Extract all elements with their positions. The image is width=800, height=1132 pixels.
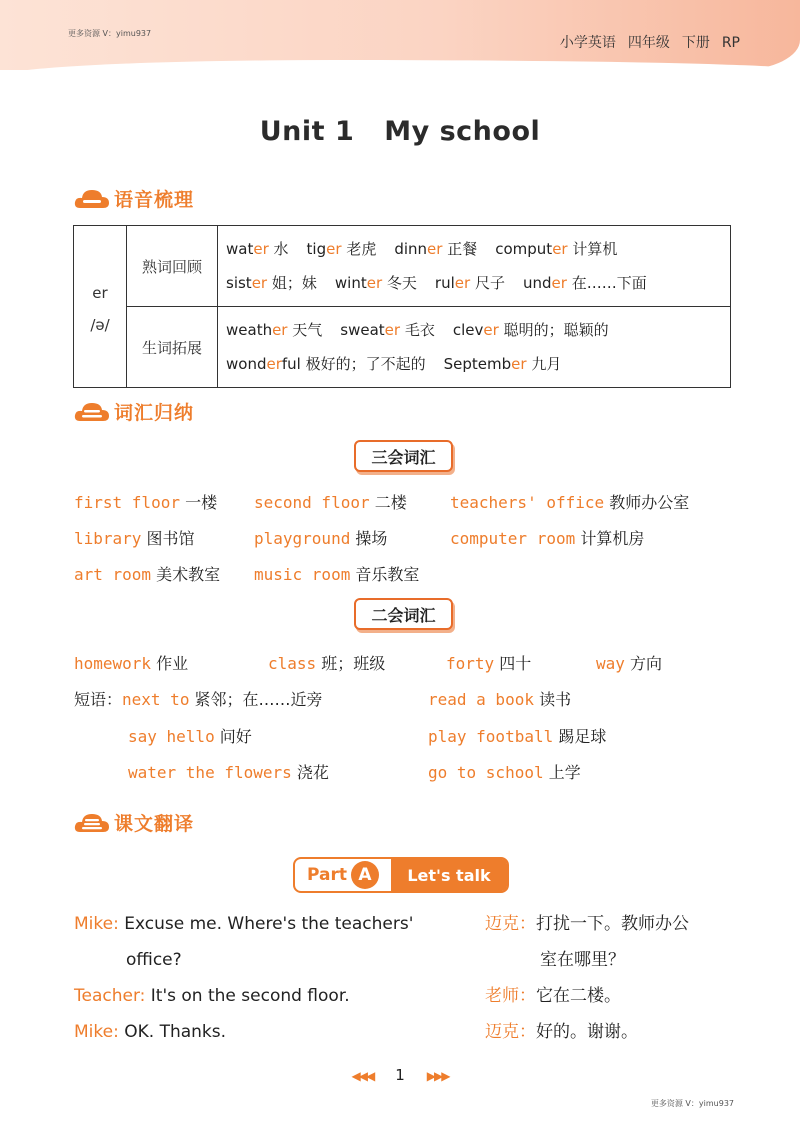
vocab3-item: first floor 一楼 <box>74 493 218 512</box>
part-a-badge <box>293 857 509 893</box>
phonics-word: ruler 尺子 <box>434 274 505 292</box>
new-label: 生词拓展 <box>141 338 202 357</box>
phrases-label: 短语： <box>74 690 123 709</box>
phonics-word: dinner 正餐 <box>394 240 478 258</box>
vocab2-item: class 班；班级 <box>268 654 386 673</box>
known-label: 熟词回顾 <box>141 257 202 276</box>
phonics-letters: er <box>92 283 108 302</box>
phrase-item: go to school 上学 <box>428 763 581 782</box>
vocab3-item: art room 美术教室 <box>74 565 221 584</box>
phonics-word: tiger 老虎 <box>306 240 377 258</box>
cloud-three-icon <box>74 810 110 834</box>
phonics-word: wonderful 极好的；了不起的 <box>226 355 426 373</box>
vocab3-item: playground 操场 <box>254 529 388 548</box>
phrase-item: read a book 读书 <box>428 690 572 709</box>
header-info <box>548 32 740 52</box>
page-number-bar <box>0 1066 800 1084</box>
known-label-cell <box>127 226 218 307</box>
vocab2-item: homework 作业 <box>74 654 189 673</box>
cloud-one-icon <box>74 186 110 210</box>
phonics-word: water 水 <box>226 240 289 258</box>
cloud-two-icon <box>74 399 110 423</box>
header-volume: 下册 <box>681 35 710 51</box>
watermark-top: 更多资源 V：yimu937 <box>68 29 152 38</box>
new-words-cell <box>218 307 731 388</box>
section-phonics-title: 语音梳理 <box>114 188 195 211</box>
phonics-word: sister 姐；妹 <box>226 274 317 292</box>
dialogue-line-cn: 室在哪里？ <box>540 950 625 970</box>
dialogue-line-en: Mike: OK. Thanks. <box>74 1022 227 1042</box>
vocab2-item: way 方向 <box>596 654 663 673</box>
phonics-word: winter 冬天 <box>334 274 417 292</box>
prev-arrows-icon: ◀◀◀ <box>351 1069 374 1083</box>
part-label: Part <box>307 865 347 885</box>
known-words-cell <box>218 226 731 307</box>
phonics-symbol-cell <box>74 226 127 388</box>
next-arrows-icon: ▶▶▶ <box>426 1069 449 1083</box>
vocab3-item: teachers' office 教师办公室 <box>450 493 690 512</box>
part-title: Let's talk <box>391 859 507 891</box>
phrase-item: play football 踢足球 <box>428 727 607 746</box>
watermark-bottom: 更多资源 V：yimu937 <box>650 1099 734 1108</box>
phonics-word: computer 计算机 <box>495 240 618 258</box>
badge-two-skill: 二会词汇 <box>354 598 453 630</box>
phonics-ipa: /ə/ <box>90 315 110 334</box>
dialogue-line-en: Teacher: It's on the second floor. <box>74 986 350 1006</box>
part-label-block <box>295 859 391 891</box>
phonics-word: weather 天气 <box>226 321 323 339</box>
section-translation-heading <box>74 808 194 836</box>
badge-three-skill: 三会词汇 <box>354 440 453 472</box>
vocab3-item: music room 音乐教室 <box>254 565 420 584</box>
vocab2-item: forty 四十 <box>446 654 532 673</box>
vocab3-item: second floor 二楼 <box>254 493 407 512</box>
phonics-table <box>73 225 731 388</box>
phonics-word: clever 聪明的；聪颖的 <box>452 321 609 339</box>
vocab3-item: computer room 计算机房 <box>450 529 645 548</box>
part-letter: A <box>351 861 379 889</box>
dialogue-line-cn: 迈克：好的。谢谢。 <box>485 1022 638 1042</box>
vocab3-item: library 图书馆 <box>74 529 195 548</box>
phonics-word: sweater 毛衣 <box>340 321 435 339</box>
phrase-item: water the flowers 浇花 <box>128 763 329 782</box>
section-vocab-title: 词汇归纳 <box>114 401 195 424</box>
dialogue-line-en: office? <box>126 950 182 970</box>
new-label-cell <box>127 307 218 388</box>
phrase-item: say hello 问好 <box>128 727 252 746</box>
header-edition: RP <box>721 35 740 51</box>
section-phonics-heading <box>74 184 194 212</box>
header-grade: 四年级 <box>627 35 670 51</box>
unit-number: Unit 1 <box>259 116 355 147</box>
dialogue-line-en: Mike: Excuse me. Where's the teachers' <box>74 914 414 934</box>
section-vocab-heading <box>74 397 194 425</box>
phonics-word: under 在……下面 <box>522 274 647 292</box>
page-number: 1 <box>395 1066 405 1084</box>
unit-name: My school <box>384 116 541 147</box>
header-subject: 小学英语 <box>559 35 616 51</box>
section-translation-title: 课文翻译 <box>114 812 195 835</box>
phonics-word: September 九月 <box>443 355 562 373</box>
phrase-item: 短语：next to 紧邻；在……近旁 <box>74 690 323 709</box>
page-title <box>0 116 800 147</box>
dialogue-line-cn: 老师：它在二楼。 <box>485 986 621 1006</box>
dialogue-line-cn: 迈克：打扰一下。教师办公 <box>485 914 689 934</box>
